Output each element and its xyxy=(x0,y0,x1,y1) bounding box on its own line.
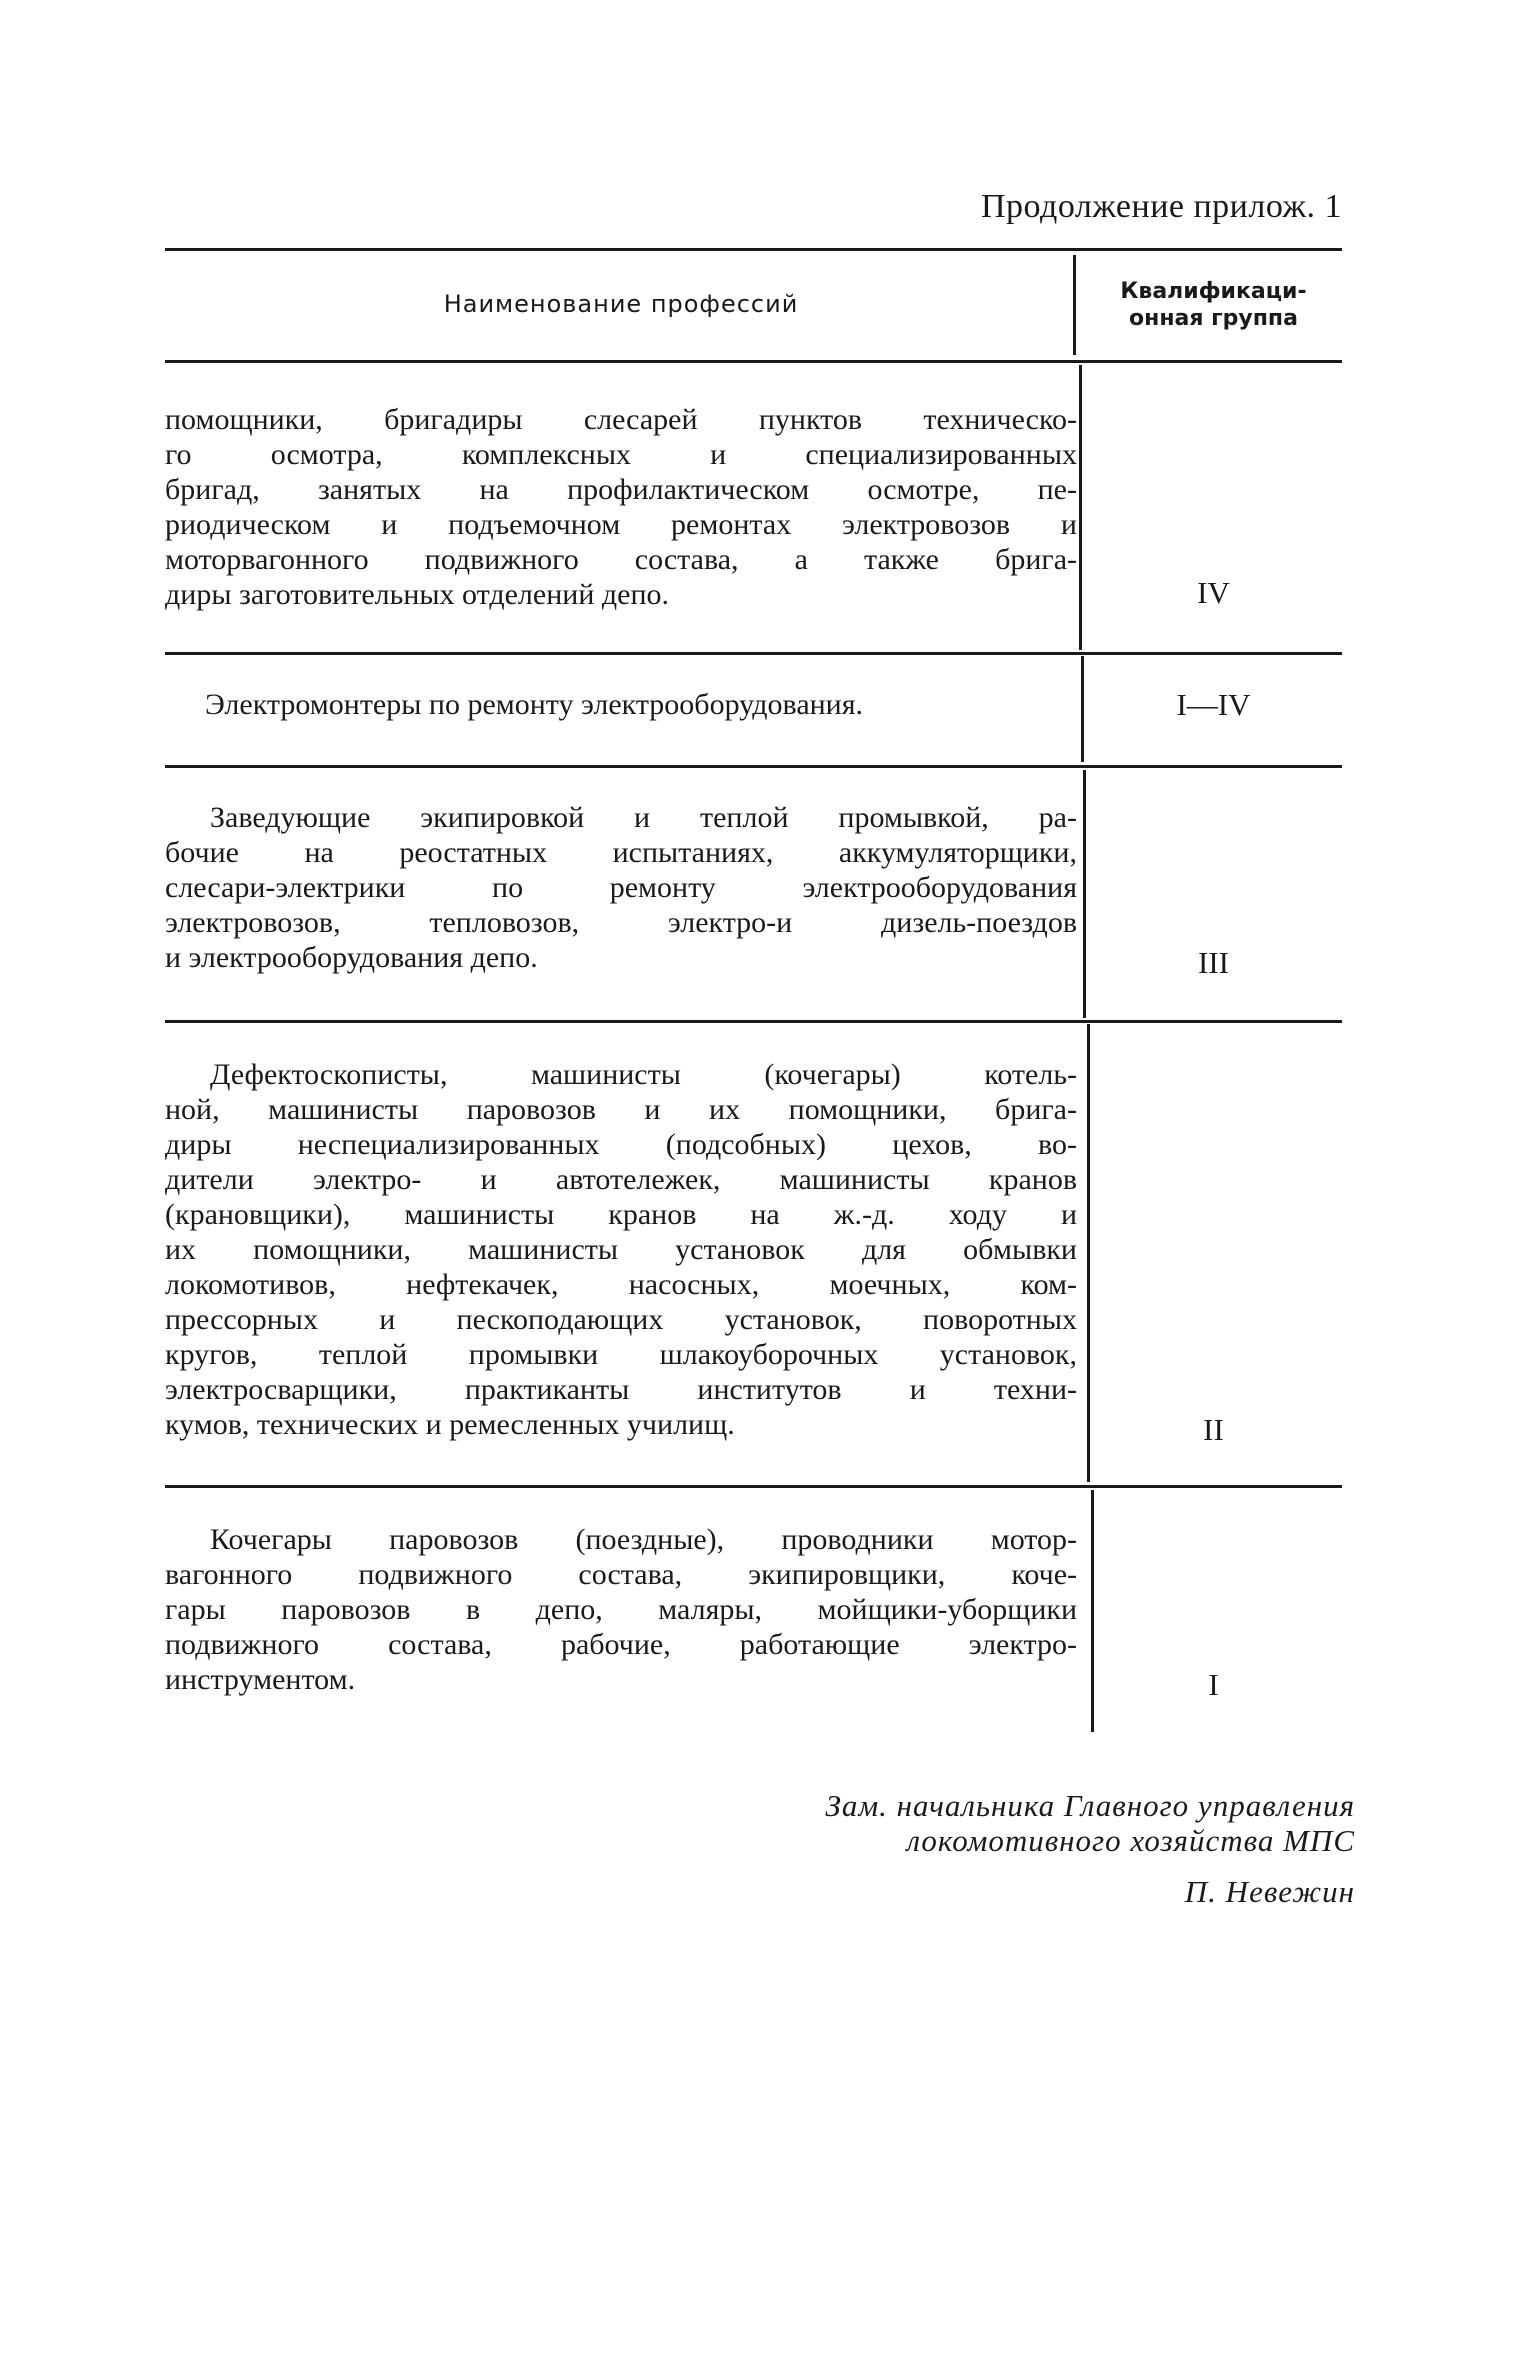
table-top-rule xyxy=(165,248,1342,251)
profession-cell xyxy=(165,687,1077,722)
text-line: электровозов, тепловозов, электро-и дизель-поездов xyxy=(165,906,1077,939)
signature-title-line1: Зам. начальника Главного управления xyxy=(825,1788,1355,1823)
text-line: Заведующие экипировкой и теплой промывкой, ра- xyxy=(210,801,1077,834)
continuation-header: Продолжение прилож. 1 xyxy=(980,188,1342,225)
text-line: вагонного подвижного состава, экипировщики, коче- xyxy=(165,1558,1077,1591)
text-line: их помощники, машинисты установок для обмывки xyxy=(165,1233,1077,1266)
column-divider xyxy=(1073,255,1076,355)
text-line: Электромонтеры по ремонту электрооборудования. xyxy=(205,688,864,721)
profession-cell xyxy=(165,1522,1077,1697)
column-header-group xyxy=(1085,278,1342,332)
qualification-group: IV xyxy=(1197,575,1230,610)
qualification-group: I—IV xyxy=(1176,687,1251,722)
text-line: риодическом и подъемочном ремонтах электровозов и xyxy=(165,508,1077,541)
profession-cell xyxy=(165,402,1077,612)
qualification-group: I xyxy=(1208,1667,1219,1702)
text-line: ной, машинисты паровозов и их помощники, брига- xyxy=(165,1093,1077,1126)
text-line: прессорных и пескоподающих установок, поворотных xyxy=(165,1303,1077,1336)
signature-name: П. Невежин xyxy=(1184,1874,1355,1909)
column-header-group-line2: онная группа xyxy=(1129,306,1298,331)
text-line: дители электро- и автотележек, машинисты кранов xyxy=(165,1163,1077,1196)
text-line: слесари-электрики по ремонту электрооборудования xyxy=(165,871,1077,904)
text-line: электросварщики, практиканты институтов и техни- xyxy=(165,1373,1077,1406)
row-rule xyxy=(165,1485,1342,1488)
text-line: Кочегары паровозов (поездные), проводники мотор- xyxy=(210,1523,1077,1556)
column-header-group-line1: Квалификаци- xyxy=(1120,279,1307,304)
text-line: подвижного состава, рабочие, работающие электро- xyxy=(165,1628,1077,1661)
qualification-group: II xyxy=(1203,1412,1224,1447)
text-line: моторвагонного подвижного состава, а также брига- xyxy=(165,543,1077,576)
header-bottom-rule xyxy=(165,360,1342,363)
text-line: помощники, бригадиры слесарей пунктов техническо- xyxy=(165,403,1077,436)
text-line: (крановщики), машинисты кранов на ж.-д. ходу и xyxy=(165,1198,1077,1231)
column-header-profession: Наименование профессий xyxy=(443,290,799,318)
text-line: кругов, теплой промывки шлакоуборочных установок, xyxy=(165,1338,1077,1371)
row-rule xyxy=(165,1020,1342,1023)
column-divider xyxy=(1079,365,1082,650)
text-line: бочие на реостатных испытаниях, аккумуляторщики, xyxy=(165,836,1077,869)
text-line: диры заготовительных отделений депо. xyxy=(165,578,670,611)
signature-title-line2: локомотивного хозяйства МПС xyxy=(906,1823,1355,1858)
qualification-group: III xyxy=(1198,945,1229,980)
text-line: гары паровозов в депо, маляры, мойщики-уборщики xyxy=(165,1593,1077,1626)
text-line: диры неспециализированных (подсобных) цехов, во- xyxy=(165,1128,1077,1161)
column-divider xyxy=(1081,656,1084,762)
text-line: локомотивов, нефтекачек, насосных, моечных, ком- xyxy=(165,1268,1077,1301)
text-line: го осмотра, комплексных и специализированных xyxy=(165,438,1077,471)
row-rule xyxy=(165,765,1342,768)
text-line: бригад, занятых на профилактическом осмотре, пе- xyxy=(165,473,1077,506)
profession-cell xyxy=(165,800,1077,975)
text-line: кумов, технических и ремесленных училищ. xyxy=(165,1408,735,1441)
text-line: инструментом. xyxy=(165,1663,356,1696)
text-line: и электрооборудования депо. xyxy=(165,941,538,974)
profession-cell xyxy=(165,1057,1077,1442)
row-rule xyxy=(165,652,1342,655)
text-line: Дефектоскописты, машинисты (кочегары) котель- xyxy=(210,1058,1077,1091)
